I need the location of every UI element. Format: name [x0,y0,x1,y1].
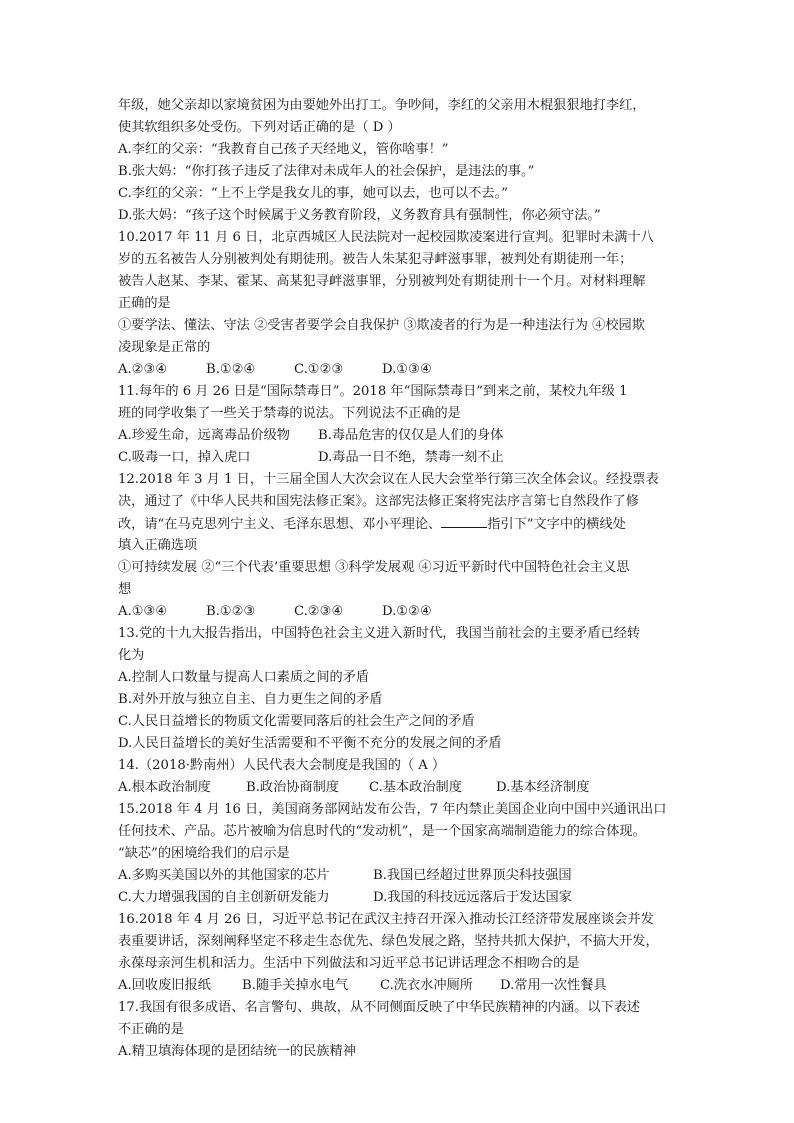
option-a: A.①③④ [118,604,168,619]
question-text: 17.我国有很多成语、名言警句、典故，从不同侧面反映了中华民族精神的内涵。以下表述 [118,1000,641,1015]
question-9 [118,95,686,227]
option-c: C.吸毒一口，掉入虎口 [118,450,251,465]
statement-list: 想 [118,582,132,597]
option-d: D.张大妈：“孩子这个时候属于义务教育阶段，义务教育具有强制性，你必须守法。” [118,208,601,223]
question-17 [118,997,686,1063]
question-text: 使其软组织多处受伤。下列对话正确的是（ D ） [118,120,401,135]
option-row [118,447,686,469]
question-text: 岁的五名被告人分别被判处有期徒刑。被告人朱某犯寻衅滋事罪，被判处有期徒刑一年； [118,252,633,267]
option-c: C.大力增强我国的自主创新研发能力 [118,890,330,905]
question-text: 永葆母亲河生机和活力。生活中下列做法和习近平总书记讲话理念不相吻合的是 [118,956,580,971]
question-12 [118,469,686,623]
option-d: D.常用一次性餐具 [500,978,607,993]
option-b: B.我国已经超过世界顶尖科技强国 [373,868,572,883]
option-d: D.我国的科技远远落后于发达国家 [373,890,572,905]
question-text: 被告人赵某、李某、霍某、高某犯寻衅滋事罪，分别被判处有期徒刑十一个月。对材料理解 [118,274,646,289]
option-b: B.张大妈：“你打孩子违反了法律对未成年人的社会保护，是违法的事。” [118,164,535,179]
option-c: C.李红的父亲：“上不上学是我女儿的事，她可以去，也可以不去。” [118,186,508,201]
option-a: A.精卫填海体现的是团结统一的民族精神 [118,1044,356,1059]
question-16 [118,909,686,997]
question-14 [118,755,686,799]
question-text: 14.（2018·黔南州）人民代表大会制度是我国的（ A ） [118,758,446,773]
option-d: D.基本经济制度 [496,780,590,795]
option-b: B.①②④ [206,362,256,377]
exam-page [118,95,686,1063]
question-11 [118,381,686,469]
option-d: D.人民日益增长的美好生活需要和不平衡不充分的发展之间的矛盾 [118,736,502,751]
question-text [118,513,686,535]
option-c: C.①②③ [294,362,344,377]
option-c: C.洗衣水冲厕所 [380,978,473,993]
question-text: 12.2018 年 3 月 1 日，十三届全国人大次会议在人民大会堂举行第三次全体会议。经投票表 [118,472,659,487]
question-15 [118,799,686,909]
option-c: C.②③④ [294,604,344,619]
question-text: 班的同学收集了一些关于禁毒的说法。下列说法不正确的是 [118,406,461,421]
question-text: 15.2018 年 4 月 16 日，美国商务部网站发布公告，7 年内禁止美国企业向中国中兴通讯出口 [118,802,667,817]
question-text: 13.党的十九大报告指出，中国特色社会主义进入新时代，我国当前社会的主要矛盾已经转 [118,626,641,641]
question-text: 任何技术、产品。芯片被喻为信息时代的“发动机”，是一个国家高端制造能力的综合体现。 [118,824,646,839]
option-c: C.人民日益增长的物质文化需要同落后的社会生产之间的矛盾 [118,714,475,729]
option-row [118,601,686,623]
question-text: 11.每年的 6 月 26 日是“国际禁毒日”。2018 年“国际禁毒日”到来之前，某校九年级 1 [118,384,628,399]
option-b: B.对外开放与独立自主、自力更生之间的矛盾 [118,692,383,707]
question-text-part: 指引下”文字中的横线处 [487,517,626,532]
statement-list: ①可持续发展 ②“三个代表’重要思想 ③科学发展观 ④习近平新时代中国特色社会主义思 [118,560,630,575]
option-row [118,425,686,447]
option-a: A.回收废旧报纸 [118,978,211,993]
statement-list: 凌现象是正常的 [118,340,211,355]
question-10 [118,227,686,381]
option-row [118,777,686,799]
option-row [118,865,686,887]
option-c: C.基本政治制度 [369,780,462,795]
question-text: 决，通过了《中华人民共和国宪法修正案》。这部宪法修正案将宪法序言第七自然段作了修 [118,494,639,509]
question-text: 16.2018 年 4 月 26 日，习近平总书记在武汉主持召开深入推动长江经济带发展座谈会并发 [118,912,654,927]
question-text: 10.2017 年 11 月 6 日，北京西城区人民法院对一起校园欺凌案进行宣判。犯罪时未满十八 [118,230,654,245]
question-text-part: 改，请“在马克思列宁主义、毛泽东思想、邓小平理论、 [118,517,442,532]
option-a: A.根本政治制度 [118,780,211,795]
question-text: 表重要讲话，深刻阐释坚定不移走生态优先、绿色发展之路，坚持共抓大保护，不搞大开发， [118,934,659,949]
option-row [118,975,686,997]
option-b: B.政治协商制度 [246,780,340,795]
statement-list: ①要学法、懂法、守法 ②受害者要学会自我保护 ③欺凌者的行为是一种违法行为 ④校园欺 [118,318,645,333]
option-row [118,887,686,909]
question-text: “缺芯”的困境给我们的启示是 [118,846,290,861]
question-13 [118,623,686,755]
question-text: 不正确的是 [118,1022,184,1037]
option-d: D.①③④ [382,362,432,377]
option-a: A.控制人口数量与提高人口素质之间的矛盾 [118,670,370,685]
option-a: A.李红的父亲：“我教育自己孩子天经地义，管你啥事！” [118,142,449,157]
option-a: A.②③④ [118,362,168,377]
option-b: B.①②③ [206,604,256,619]
option-d: D.①②④ [382,604,432,619]
question-text: 填入正确选项 [118,538,198,553]
option-b: B.随手关掉水电气 [242,978,349,993]
question-text: 正确的是 [118,296,171,311]
option-a: A.珍爱生命，远离毒品价级物 [118,428,290,443]
question-text: 年级，她父亲却以家境贫困为由要她外出打工。争吵间，李红的父亲用木棍狠狠地打李红， [118,98,646,113]
option-b: B.毒品危害的仅仅是人们的身体 [318,428,504,443]
option-d: D.毒品一日不绝，禁毒一刻不止 [318,450,504,465]
option-row [118,359,686,381]
option-a: A.多购买美国以外的其他国家的芯片 [118,868,330,883]
fill-in-blank [441,513,487,528]
question-text: 化为 [118,648,145,663]
